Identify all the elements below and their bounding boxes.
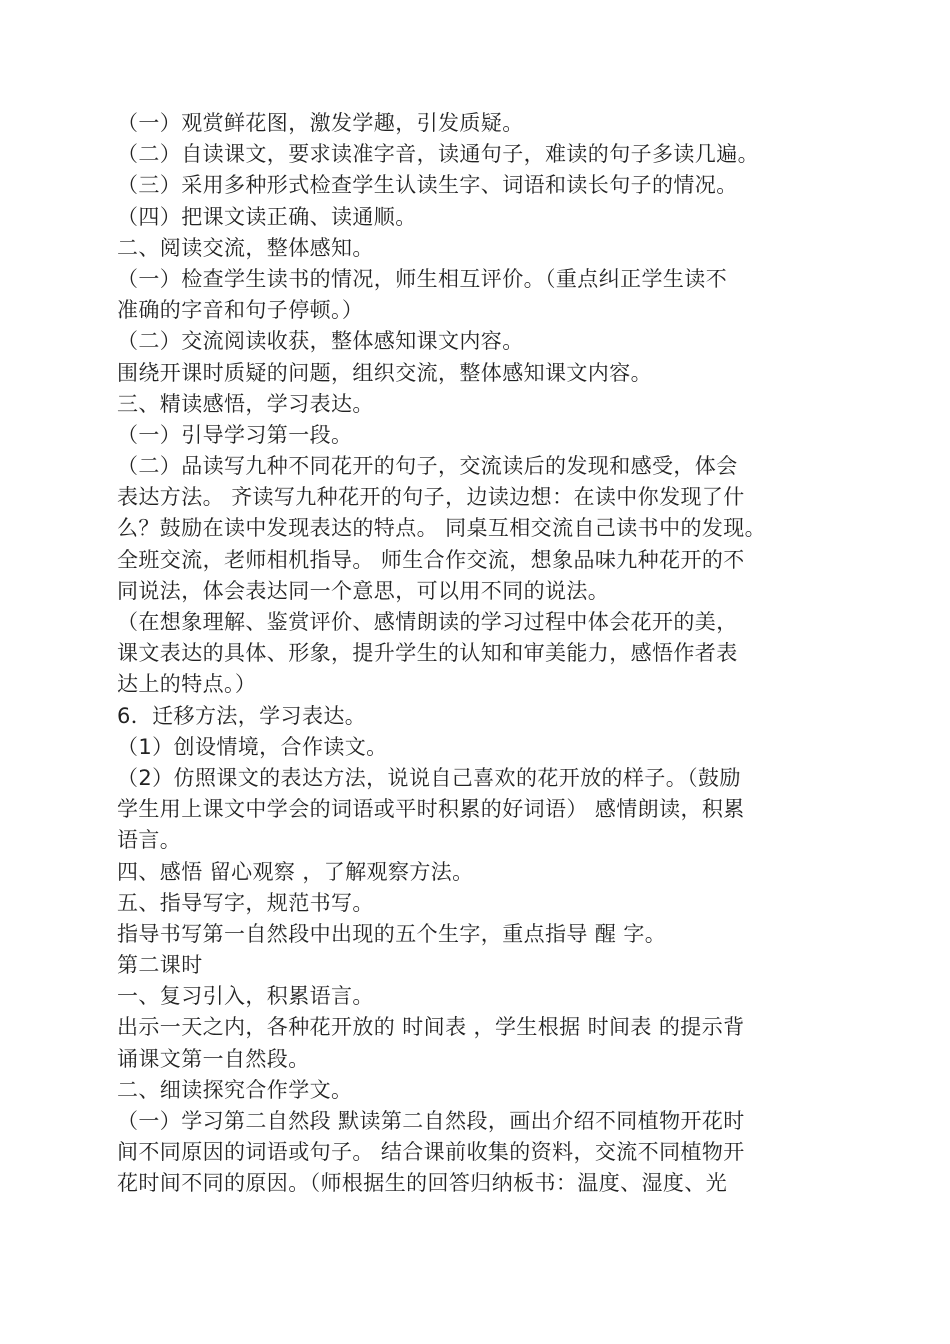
text-line: 同说法，体会表达同一个意思，可以用不同的说法。 bbox=[117, 578, 610, 603]
text-line: 全班交流，老师相机指导。 师生合作交流，想象品味九种花开的不 bbox=[117, 547, 745, 572]
numbered-heading: 6．迁移方法，学习表达。 bbox=[117, 703, 367, 728]
text-line: 课文表达的具体、形象，提升学生的认知和审美能力，感悟作者表 bbox=[117, 641, 738, 666]
section-heading: 二、细读探究合作学文。 bbox=[117, 1077, 353, 1102]
text-line: （四）把课文读正确、读通顺。 bbox=[117, 204, 417, 229]
text-line: （2）仿照课文的表达方法，说说自己喜欢的花开放的样子。（鼓励 bbox=[117, 765, 741, 790]
text-line: 诵课文第一自然段。 bbox=[117, 1046, 310, 1071]
text-line: 语言。 bbox=[117, 828, 182, 853]
text-line: （一）学习第二自然段 默读第二自然段，画出介绍不同植物开花时 bbox=[117, 1109, 745, 1133]
text-line: 准确的字音和句子停顿。） bbox=[117, 298, 364, 323]
text-line: 花时间不同的原因。（师根据生的回答归纳板书：温度、湿度、光 bbox=[117, 1171, 728, 1196]
text-line: 学生用上课文中学会的词语或平时积累的好词语） 感情朗读，积累 bbox=[117, 797, 745, 822]
text-line: （一）观赏鲜花图，激发学趣，引发质疑。 bbox=[117, 111, 524, 135]
text-line: （二）自读课文，要求读准字音，读通句子，难读的句子多读几遍。 bbox=[117, 142, 759, 167]
document-body bbox=[117, 108, 917, 1200]
section-heading: 三、精读感悟，学习表达。 bbox=[117, 391, 374, 416]
section-heading: 一、复习引入，积累语言。 bbox=[117, 984, 374, 1009]
text-line: 间不同原因的词语或句子。 结合课前收集的资料，交流不同植物开 bbox=[117, 1140, 745, 1165]
section-heading: 五、指导写字，规范书写。 bbox=[117, 890, 374, 915]
text-line: （在想象理解、鉴赏评价、感情朗读的学习过程中体会花开的美， bbox=[117, 610, 738, 634]
text-line: 达上的特点。） bbox=[117, 672, 257, 697]
text-line: （一）检查学生读书的情况，师生相互评价。（重点纠正学生读不 bbox=[117, 266, 728, 291]
text-line: （一）引导学习第一段。 bbox=[117, 422, 353, 447]
text-line: 么？鼓励在读中发现表达的特点。 同桌互相交流自己读书中的发现。 bbox=[117, 516, 767, 541]
text-line: （三）采用多种形式检查学生认读生字、词语和读长句子的情况。 bbox=[117, 173, 738, 198]
text-line: （1）创设情境，合作读文。 bbox=[117, 734, 388, 759]
text-line: （二）交流阅读收获，整体感知课文内容。 bbox=[117, 329, 524, 354]
section-heading: 二、阅读交流，整体感知。 bbox=[117, 235, 374, 260]
lesson-heading: 第二课时 bbox=[117, 953, 203, 978]
text-line: （二）品读写九种不同花开的句子，交流读后的发现和感受，体会 bbox=[117, 454, 738, 479]
section-heading: 四、感悟 留心观察 ，了解观察方法。 bbox=[117, 859, 474, 884]
text-line: 围绕开课时质疑的问题，组织交流，整体感知课文内容。 bbox=[117, 360, 652, 385]
text-line: 出示一天之内，各种花开放的 时间表 ，学生根据 时间表 的提示背 bbox=[117, 1015, 745, 1040]
text-line: 表达方法。 齐读写九种花开的句子，边读边想：在读中你发现了什 bbox=[117, 485, 745, 510]
text-line: 指导书写第一自然段中出现的五个生字，重点指导 醒 字。 bbox=[117, 921, 667, 946]
